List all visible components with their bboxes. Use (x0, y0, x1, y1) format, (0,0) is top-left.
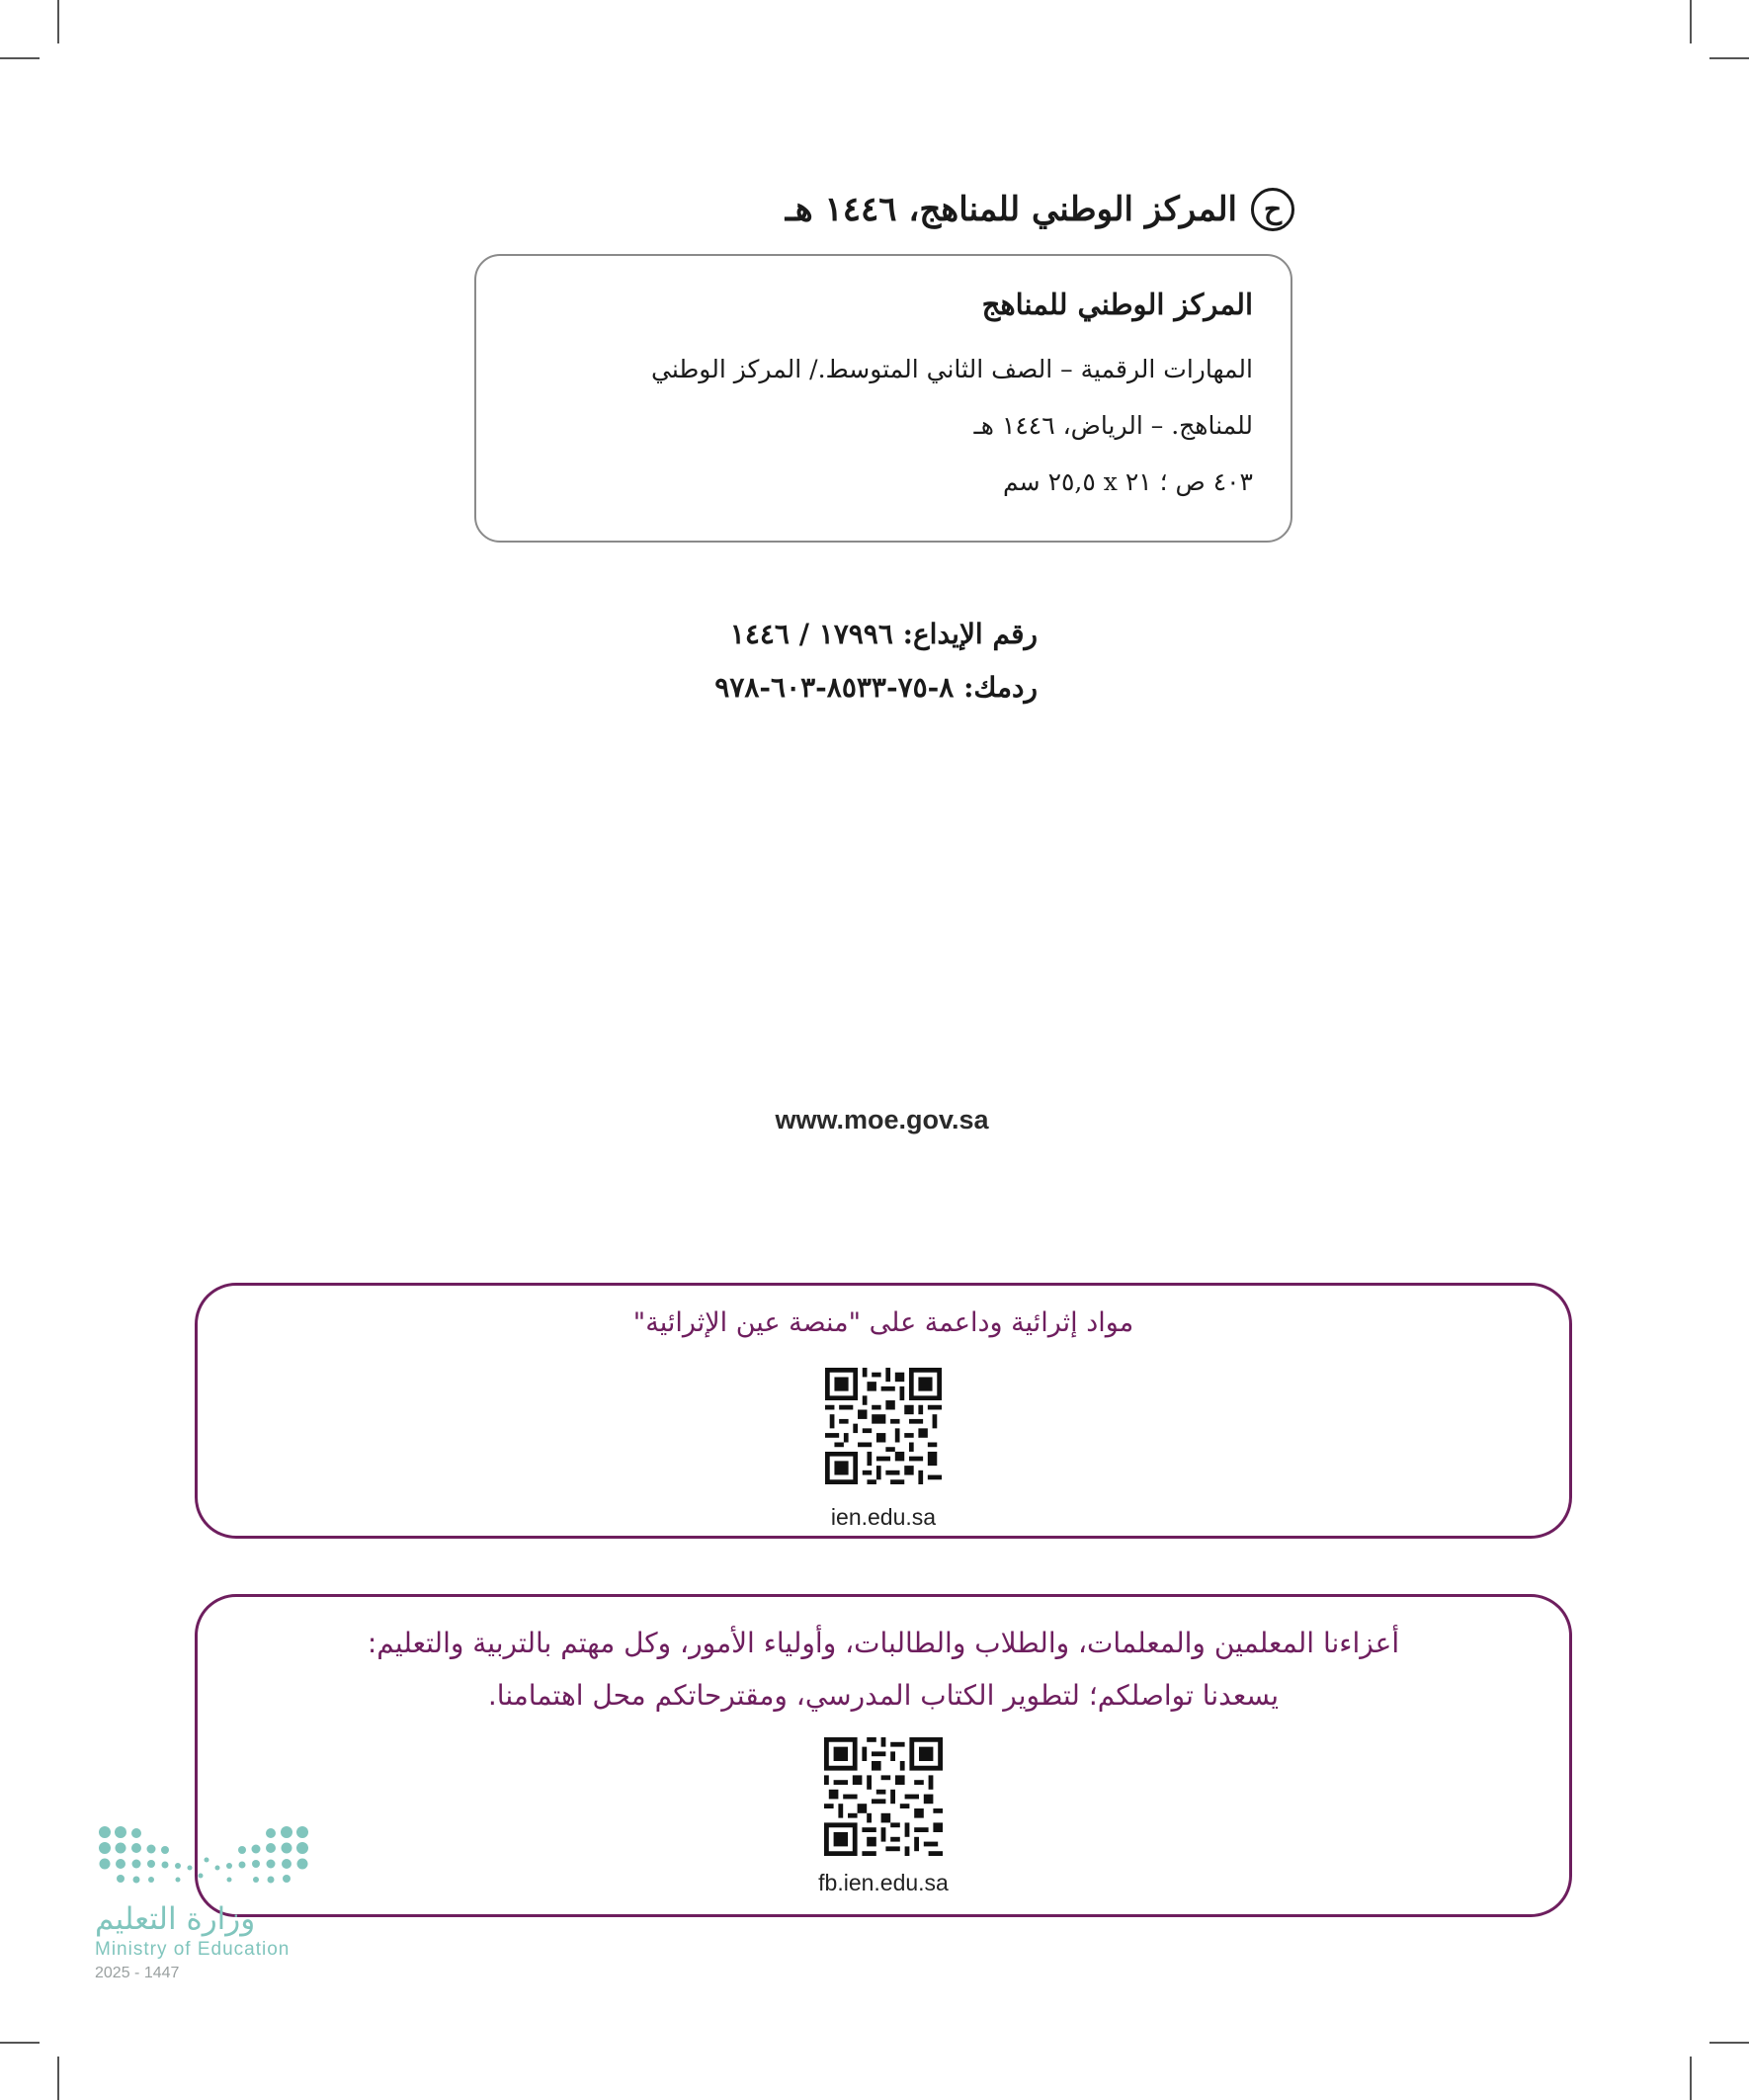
copyright-line (761, 188, 1294, 231)
crop-mark-bottom-left-v (57, 2057, 59, 2100)
feedback-line-1: أعزاءنا المعلمين والمعلمات، والطلاب والطالبات، وأولياء الأمور، وكل مهتم بالتربية والتعليم: (367, 1627, 1400, 1659)
isbn: ردمك: ٨-٧٥-٨٥٣٣-٦٠٣-٩٧٨ (714, 671, 1038, 704)
cataloging-box (474, 254, 1292, 543)
cataloging-line: ٤٠٣ ص ؛ ٢١ x ٢٥,٥ سم (1003, 467, 1253, 496)
feedback-box (195, 1594, 1572, 1917)
website-link[interactable]: www.moe.gov.sa (775, 1105, 989, 1134)
qr-caption[interactable]: fb.ien.edu.sa (818, 1870, 949, 1895)
crop-mark-top-left-v (57, 0, 59, 43)
ministry-name-english: Ministry of Education (95, 1939, 291, 1960)
crop-mark-bottom-left-h (0, 2042, 40, 2044)
ministry-year: 2025 - 1447 (95, 1965, 180, 1981)
deposit-number: رقم الإيداع: ١٧٩٩٦ / ١٤٤٦ (729, 618, 1038, 650)
qr-caption[interactable]: ien.edu.sa (830, 1504, 937, 1530)
deposit-info (642, 608, 1038, 714)
cataloging-title: المركز الوطني للمناهج (981, 288, 1253, 321)
crop-mark-top-right-h (1709, 57, 1749, 59)
enrichment-heading: مواد إثرائية وداعمة على "منصة عين الإثرائية" (632, 1307, 1134, 1338)
qr-code-icon[interactable] (825, 1368, 942, 1484)
ministry-name-arabic: وزارة التعليم (95, 1901, 256, 1937)
crop-mark-bottom-right-h (1709, 2042, 1749, 2044)
enrichment-box (195, 1283, 1572, 1539)
cataloging-line: للمناهج. – الرياض، ١٤٤٦ هـ (973, 411, 1253, 440)
crop-mark-top-right-v (1690, 0, 1692, 43)
copyright-text: المركز الوطني للمناهج، ١٤٤٦ هـ (785, 190, 1237, 229)
feedback-line-2: يسعدنا تواصلكم؛ لتطوير الكتاب المدرسي، ومقترحاتكم محل اهتمامنا. (487, 1679, 1280, 1712)
crop-mark-bottom-right-v (1690, 2057, 1692, 2100)
qr-code-icon[interactable] (824, 1737, 943, 1856)
copyright-icon: ح (1251, 188, 1294, 231)
ministry-logo (95, 1824, 322, 1982)
dots-logo-icon (95, 1824, 312, 1890)
cataloging-line: المهارات الرقمية – الصف الثاني المتوسط./ المركز الوطني (651, 355, 1253, 383)
crop-mark-top-left-h (0, 57, 40, 59)
